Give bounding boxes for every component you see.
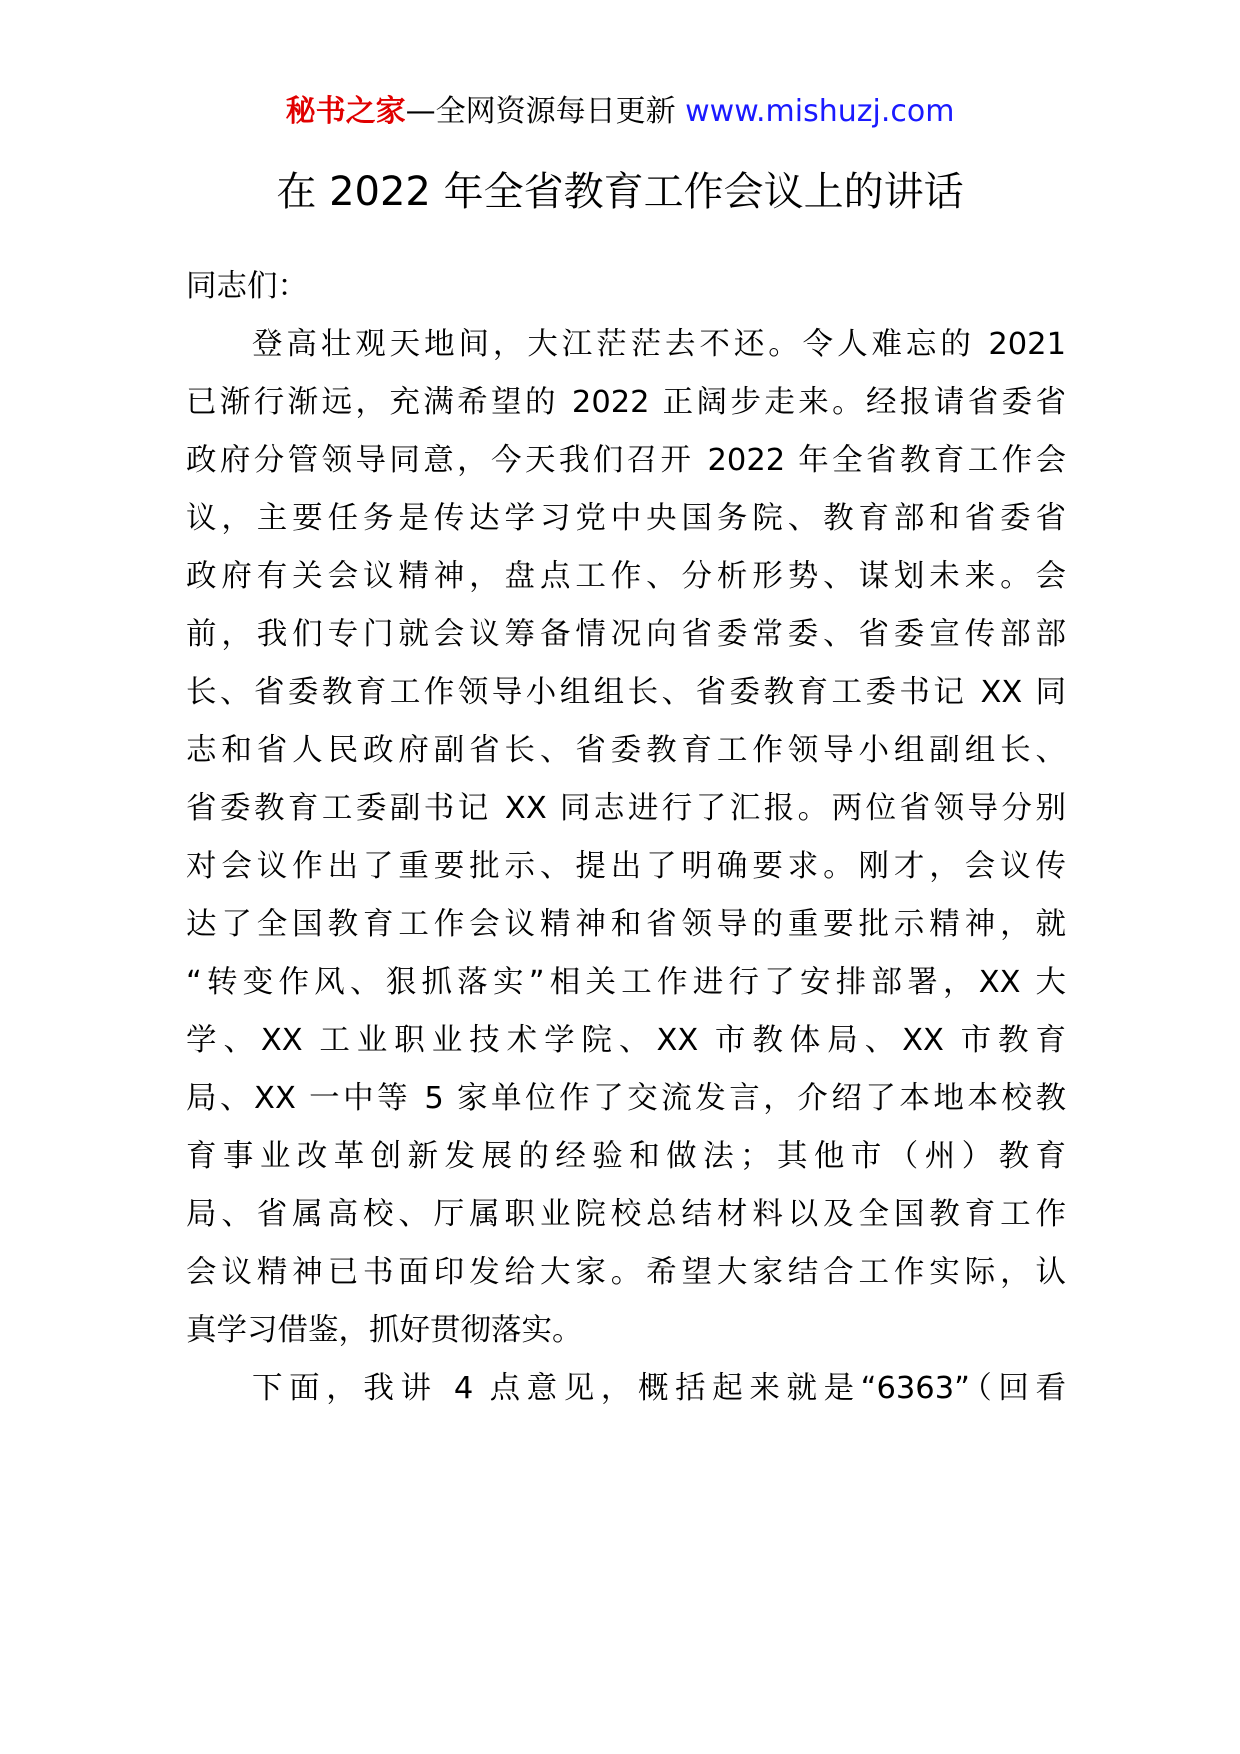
paragraph-1-line: 已渐行渐远，充满希望的 2022 正阔步走来。经报请省委省 bbox=[186, 385, 1066, 420]
paragraph-1-line: 育事业改革创新发展的经验和做法；其他市（州）教育 bbox=[186, 1139, 1066, 1174]
paragraph-1-line: 政府有关会议精神，盘点工作、分析形势、谋划未来。会 bbox=[186, 559, 1066, 594]
paragraph-1-line: 前，我们专门就会议筹备情况向省委常委、省委宣传部部 bbox=[186, 617, 1066, 652]
paragraph-1-line: 省委教育工委副书记 XX 同志进行了汇报。两位省领导分别 bbox=[186, 791, 1066, 826]
site-url-link[interactable]: www.mishuzj.com bbox=[685, 94, 955, 129]
paragraph-1-line: 对会议作出了重要批示、提出了明确要求。刚才，会议传 bbox=[186, 849, 1066, 884]
paragraph-1-line: 志和省人民政府副省长、省委教育工作领导小组副组长、 bbox=[186, 733, 1066, 768]
paragraph-1-line: 学、XX 工业职业技术学院、XX 市教体局、XX 市教育 bbox=[186, 1023, 1066, 1058]
paragraph-1-line: 登高壮观天地间，大江茫茫去不还。令人难忘的 2021 bbox=[252, 327, 1066, 362]
paragraph-1-line: 政府分管领导同意，今天我们召开 2022 年全省教育工作会 bbox=[186, 443, 1066, 478]
site-slogan: —全网资源每日更新 bbox=[405, 94, 686, 129]
paragraph-1-line: 长、省委教育工作领导小组组长、省委教育工委书记 XX 同 bbox=[186, 675, 1066, 710]
site-brand: 秘书之家 bbox=[285, 94, 406, 129]
paragraph-1-line: 议，主要任务是传达学习党中央国务院、教育部和省委省 bbox=[186, 501, 1066, 536]
salutation: 同志们： bbox=[186, 269, 308, 304]
site-header bbox=[0, 92, 1240, 132]
paragraph-2-line: 下面，我讲 4 点意见，概括起来就是“6363”（回看 bbox=[252, 1371, 1066, 1406]
paragraph-1-line: 达了全国教育工作会议精神和省领导的重要批示精神，就 bbox=[186, 907, 1066, 942]
paragraph-1-line: 会议精神已书面印发给大家。希望大家结合工作实际，认 bbox=[186, 1255, 1066, 1290]
paragraph-1-line: 真学习借鉴，抓好贯彻落实。 bbox=[186, 1313, 583, 1348]
document-title: 在 2022 年全省教育工作会议上的讲话 bbox=[276, 169, 964, 215]
paragraph-1-line: 局、XX 一中等 5 家单位作了交流发言，介绍了本地本校教 bbox=[186, 1081, 1066, 1116]
paragraph-1-line: 局、省属高校、厅属职业院校总结材料以及全国教育工作 bbox=[186, 1197, 1066, 1232]
paragraph-1-line: “转变作风、狠抓落实”相关工作进行了安排部署，XX 大 bbox=[186, 965, 1066, 1000]
